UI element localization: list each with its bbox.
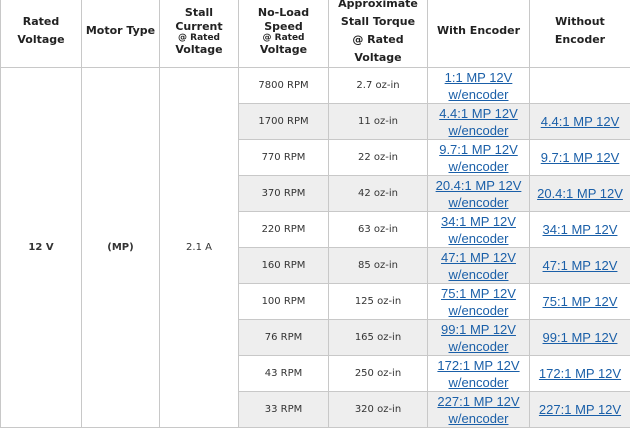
- without-encoder-cell: [530, 284, 630, 320]
- with-encoder-cell: [428, 356, 530, 392]
- speed-cell: 33 RPM: [239, 392, 329, 428]
- without-encoder-link[interactable]: 34:1 MP 12V: [543, 222, 618, 237]
- with-encoder-link[interactable]: 20.4:1 MP 12V w/encoder: [430, 177, 527, 211]
- with-encoder-cell: [428, 392, 530, 428]
- without-encoder-cell: [530, 104, 630, 140]
- without-encoder-link[interactable]: 75:1 MP 12V: [543, 294, 618, 309]
- without-encoder-link[interactable]: 4.4:1 MP 12V: [541, 114, 620, 129]
- motor-type-cell: (MP): [82, 68, 160, 428]
- torque-cell: 42 oz-in: [329, 176, 428, 212]
- with-encoder-link[interactable]: 172:1 MP 12V w/encoder: [430, 357, 527, 391]
- with-encoder-link[interactable]: 34:1 MP 12V w/encoder: [430, 213, 527, 247]
- torque-cell: 125 oz-in: [329, 284, 428, 320]
- with-encoder-link[interactable]: 99:1 MP 12V w/encoder: [430, 321, 527, 355]
- speed-cell: 1700 RPM: [239, 104, 329, 140]
- without-encoder-cell: [530, 140, 630, 176]
- header-stall-current: Stall Current @ Rated Voltage: [160, 0, 239, 68]
- with-encoder-cell: [428, 248, 530, 284]
- with-encoder-link[interactable]: 4.4:1 MP 12V w/encoder: [430, 105, 527, 139]
- torque-cell: 320 oz-in: [329, 392, 428, 428]
- header-with-encoder: With Encoder: [428, 0, 530, 68]
- header-stall-torque: Approximate Stall Torque @ Rated Voltage: [329, 0, 428, 68]
- speed-cell: 100 RPM: [239, 284, 329, 320]
- stall-current-cell: 2.1 A: [160, 68, 239, 428]
- with-encoder-cell: [428, 320, 530, 356]
- speed-cell: 220 RPM: [239, 212, 329, 248]
- header-no-load-speed: No-Load Speed @ Rated Voltage: [239, 0, 329, 68]
- speed-cell: 160 RPM: [239, 248, 329, 284]
- without-encoder-link[interactable]: 227:1 MP 12V: [539, 402, 621, 417]
- without-encoder-link[interactable]: 47:1 MP 12V: [543, 258, 618, 273]
- torque-cell: 22 oz-in: [329, 140, 428, 176]
- rated-voltage-cell: 12 V: [1, 68, 82, 428]
- table-body: [1, 68, 630, 428]
- torque-cell: 165 oz-in: [329, 320, 428, 356]
- with-encoder-cell: [428, 140, 530, 176]
- header-without-encoder: Without Encoder: [530, 0, 630, 68]
- torque-cell: 11 oz-in: [329, 104, 428, 140]
- speed-cell: 43 RPM: [239, 356, 329, 392]
- without-encoder-link[interactable]: 20.4:1 MP 12V: [537, 186, 623, 201]
- without-encoder-cell: [530, 176, 630, 212]
- with-encoder-cell: [428, 104, 530, 140]
- without-encoder-link[interactable]: 172:1 MP 12V: [539, 366, 621, 381]
- without-encoder-cell: [530, 68, 630, 104]
- without-encoder-cell: [530, 320, 630, 356]
- torque-cell: 250 oz-in: [329, 356, 428, 392]
- with-encoder-link[interactable]: 47:1 MP 12V w/encoder: [430, 249, 527, 283]
- header-rated-voltage: Rated Voltage: [1, 0, 82, 68]
- with-encoder-link[interactable]: 1:1 MP 12V w/encoder: [430, 69, 527, 103]
- with-encoder-link[interactable]: 227:1 MP 12V w/encoder: [430, 393, 527, 427]
- speed-cell: 7800 RPM: [239, 68, 329, 104]
- without-encoder-cell: [530, 392, 630, 428]
- with-encoder-cell: [428, 212, 530, 248]
- speed-cell: 76 RPM: [239, 320, 329, 356]
- table-row: [1, 68, 630, 104]
- with-encoder-link[interactable]: 9.7:1 MP 12V w/encoder: [430, 141, 527, 175]
- torque-cell: 63 oz-in: [329, 212, 428, 248]
- speed-cell: 370 RPM: [239, 176, 329, 212]
- with-encoder-cell: [428, 68, 530, 104]
- without-encoder-cell: [530, 356, 630, 392]
- torque-cell: 2.7 oz-in: [329, 68, 428, 104]
- header-motor-type: Motor Type: [82, 0, 160, 68]
- with-encoder-cell: [428, 176, 530, 212]
- table-header-row: [1, 0, 630, 68]
- with-encoder-link[interactable]: 75:1 MP 12V w/encoder: [430, 285, 527, 319]
- torque-cell: 85 oz-in: [329, 248, 428, 284]
- without-encoder-link[interactable]: 9.7:1 MP 12V: [541, 150, 620, 165]
- without-encoder-cell: [530, 248, 630, 284]
- without-encoder-cell: [530, 212, 630, 248]
- speed-cell: 770 RPM: [239, 140, 329, 176]
- without-encoder-link[interactable]: 99:1 MP 12V: [543, 330, 618, 345]
- with-encoder-cell: [428, 284, 530, 320]
